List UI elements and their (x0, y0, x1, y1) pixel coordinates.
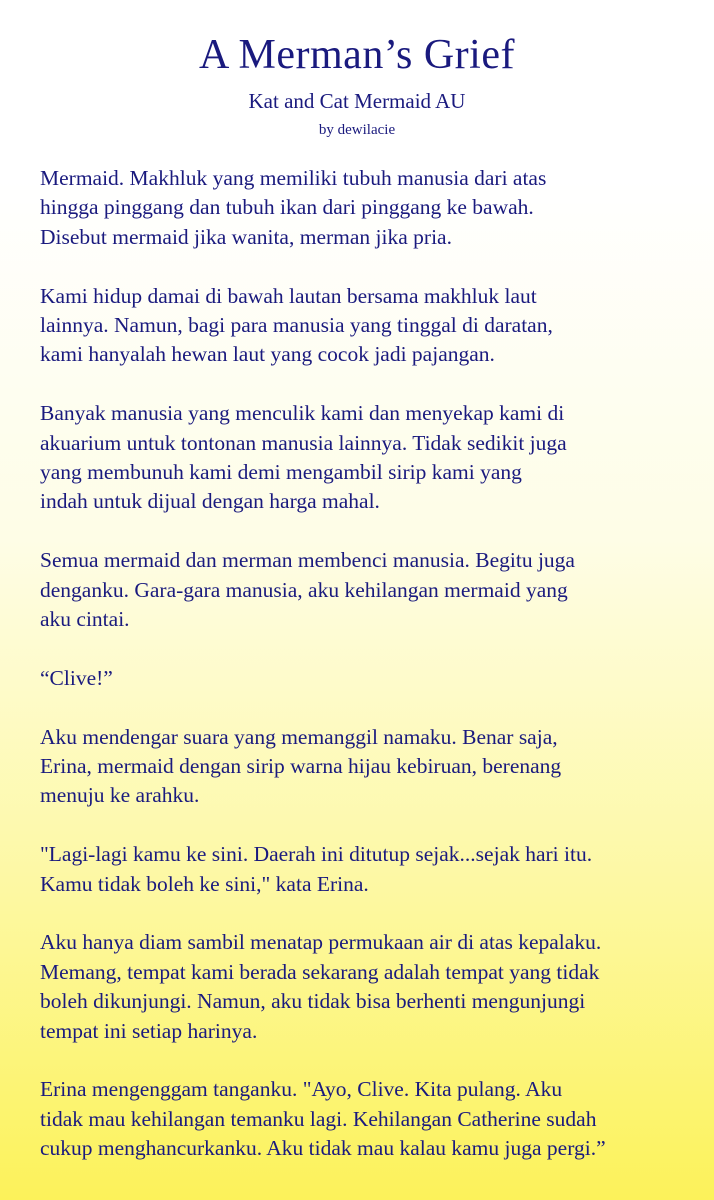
author-byline: by dewilacie (318, 122, 396, 138)
story-paragraph: Banyak manusia yang menculik kami dan menyekap kami di akuarium untuk tontonan manusia lainnya. Tidak sedikit juga yang membunuh kami demi mengambil sirip kami yang indah untuk dijual dengan harga mahal. (40, 401, 567, 514)
story-paragraph: Erina mengenggam tanganku. "Ayo, Clive. Kita pulang. Aku tidak mau kehilangan temanku lagi. Kehilangan Catherine sudah cukup menghancurkanku. Aku tidak mau kalau kamu juga pergi.” (40, 1077, 606, 1161)
story-paragraph: Aku mendengar suara yang memanggil namaku. Benar saja, Erina, mermaid dengan sirip warna hijau kebiruan, berenang menuju ke arahku. (40, 724, 562, 808)
page-subtitle: Kat and Cat Mermaid AU (248, 89, 466, 113)
page-title: A Merman’s Grief (199, 32, 515, 78)
story-body (40, 164, 700, 1193)
story-paragraph: "Lagi-lagi kamu ke sini. Daerah ini ditutup sejak...sejak hari itu. Kamu tidak boleh ke sini," kata Erina. (40, 842, 593, 896)
story-paragraph: Aku hanya diam sambil menatap permukaan air di atas kepalaku. Memang, tempat kami berada sekarang adalah tempat yang tidak boleh dikunjungi. Namun, aku tidak bisa berhenti mengunjungi tempat ini setiap harinya. (40, 930, 602, 1043)
story-paragraph: “Clive!” (40, 665, 113, 690)
story-paragraph: Semua mermaid dan merman membenci manusia. Begitu juga denganku. Gara-gara manusia, aku kehilangan mermaid yang aku cintai. (40, 548, 575, 632)
page-header (0, 0, 714, 140)
story-paragraph: Kami hidup damai di bawah lautan bersama makhluk laut lainnya. Namun, bagi para manusia yang tinggal di daratan, kami hanyalah hewan laut yang cocok jadi pajangan. (40, 283, 553, 367)
story-paragraph: Mermaid. Makhluk yang memiliki tubuh manusia dari atas hingga pinggang dan tubuh ikan dari pinggang ke bawah. Disebut mermaid jika wanita, merman jika pria. (40, 166, 547, 249)
